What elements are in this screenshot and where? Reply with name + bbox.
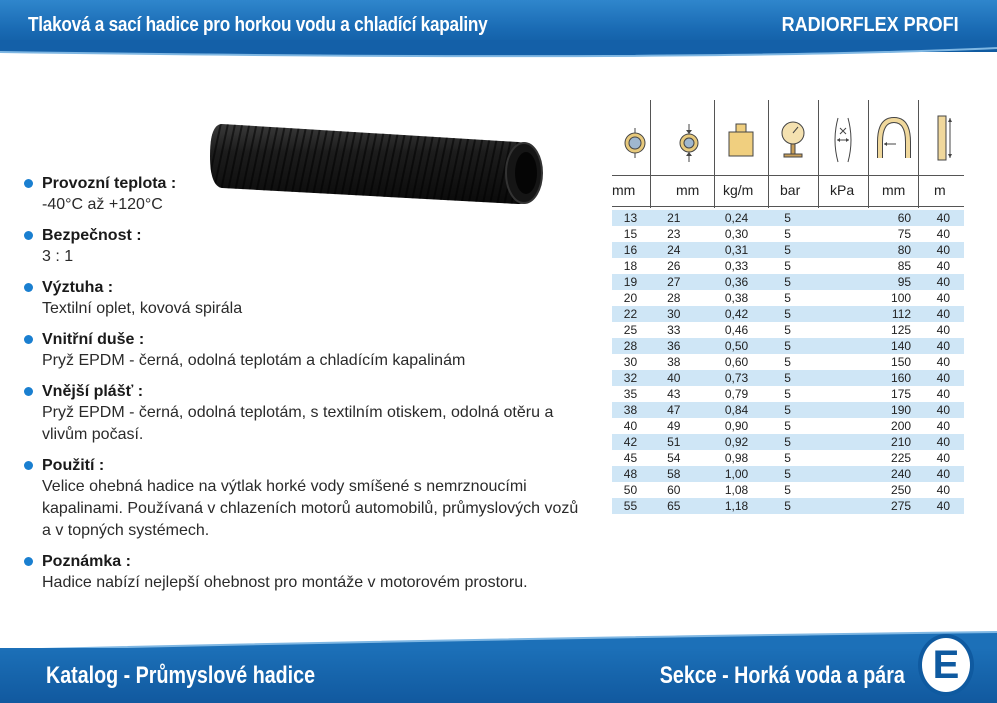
table-cell: 40 xyxy=(913,466,964,482)
table-cell: 0,42 xyxy=(692,306,776,322)
table-row xyxy=(612,210,964,226)
table-row xyxy=(612,338,964,354)
table-cell: 75 xyxy=(897,227,912,241)
table-cell: 190 xyxy=(863,402,913,418)
table-cell: 0,73 xyxy=(692,370,776,386)
table-cell: 40 xyxy=(913,210,964,226)
table-cell: 16 xyxy=(612,242,649,258)
table-row xyxy=(612,450,964,466)
spec-item-safety xyxy=(24,225,584,268)
spec-item-usage xyxy=(24,455,584,542)
section-badge: E xyxy=(918,634,974,696)
table-cell: 30 xyxy=(649,306,693,322)
table-cell: 0,84 xyxy=(692,402,776,418)
bullet-icon xyxy=(24,557,33,566)
table-row xyxy=(612,322,964,338)
spec-value: 3 : 1 xyxy=(42,248,74,265)
table-cell: 40 xyxy=(913,434,964,450)
spec-label: Provozní teplota : xyxy=(42,175,177,192)
table-cell: 40 xyxy=(936,355,950,369)
table-cell: 5 xyxy=(784,291,791,305)
table-cell xyxy=(820,242,862,258)
table-cell: 0,31 xyxy=(692,242,776,258)
spec-item-temperature xyxy=(24,173,584,216)
table-cell: 0,46 xyxy=(724,323,749,337)
table-cell: 5 xyxy=(784,419,791,433)
table-cell: 250 xyxy=(891,483,912,497)
spec-value: -40°C až +120°C xyxy=(42,196,163,213)
table-cell: 240 xyxy=(863,466,913,482)
table-cell: 5 xyxy=(784,323,791,337)
table-cell: 40 xyxy=(936,451,950,465)
table-cell xyxy=(820,322,862,338)
table-cell: 27 xyxy=(649,274,693,290)
table-cell: 200 xyxy=(891,419,912,433)
table-cell: 5 xyxy=(776,274,820,290)
table-row xyxy=(612,434,964,450)
table-cell: 50 xyxy=(623,483,638,497)
table-row xyxy=(612,482,964,498)
table-cell: 45 xyxy=(623,451,638,465)
table-cell xyxy=(820,482,862,498)
table-cell: 5 xyxy=(776,434,820,450)
unit-label: mm xyxy=(676,182,700,198)
table-cell: 51 xyxy=(649,434,693,450)
table-cell: 40 xyxy=(913,338,964,354)
table-cell: 40 xyxy=(936,259,950,273)
table-cell: 40 xyxy=(936,291,950,305)
table-cell xyxy=(820,354,862,370)
table-cell: 225 xyxy=(891,451,912,465)
table-cell: 175 xyxy=(891,387,912,401)
table-row xyxy=(612,258,964,274)
table-cell: 25 xyxy=(623,323,638,337)
table-cell: 40 xyxy=(936,227,950,241)
table-cell: 65 xyxy=(649,498,693,514)
table-cell xyxy=(820,290,862,306)
table-cell: 30 xyxy=(623,355,638,369)
spec-list xyxy=(24,173,584,603)
table-cell: 0,33 xyxy=(724,259,749,273)
table-cell: 5 xyxy=(776,210,820,226)
table-cell: 0,90 xyxy=(724,419,749,433)
table-row xyxy=(612,386,964,402)
table-cell: 0,24 xyxy=(692,210,776,226)
weight-icon xyxy=(724,100,758,175)
brand-name: RADIORFLEX PROFI xyxy=(781,14,959,36)
section-label: Sekce - Horká voda a pára xyxy=(659,662,905,689)
table-cell: 40 xyxy=(913,498,964,514)
table-cell: 22 xyxy=(612,306,649,322)
header-swoosh xyxy=(0,40,997,80)
table-cell: 60 xyxy=(667,483,681,497)
table-cell: 28 xyxy=(667,291,681,305)
table-cell: 0,38 xyxy=(724,291,749,305)
table-cell: 13 xyxy=(612,210,649,226)
table-cell: 5 xyxy=(784,483,791,497)
table-cell xyxy=(820,338,862,354)
unit-label: mm xyxy=(882,182,906,198)
table-cell: 43 xyxy=(667,387,681,401)
length-icon xyxy=(928,100,958,175)
table-cell: 80 xyxy=(863,242,913,258)
table-cell: 125 xyxy=(891,323,912,337)
table-row xyxy=(612,402,964,418)
bullet-icon xyxy=(24,461,33,470)
table-row xyxy=(612,226,964,242)
table-cell: 48 xyxy=(612,466,649,482)
spec-value: Hadice nabízí nejlepší ohebnost pro montáže v motorovém prostoru. xyxy=(42,574,528,591)
table-cell: 5 xyxy=(776,466,820,482)
header-rule xyxy=(612,206,964,207)
table-cell: 1,18 xyxy=(692,498,776,514)
unit-label: kPa xyxy=(830,182,855,198)
table-cell xyxy=(820,402,862,418)
bullet-icon xyxy=(24,179,33,188)
table-cell: 55 xyxy=(612,498,649,514)
header-rule xyxy=(612,175,964,176)
table-cell: 47 xyxy=(649,402,693,418)
table-cell xyxy=(820,306,862,322)
spec-item-reinforcement xyxy=(24,277,584,320)
table-cell: 36 xyxy=(649,338,693,354)
table-cell: 32 xyxy=(612,370,649,386)
bullet-icon xyxy=(24,231,33,240)
table-cell: 1,08 xyxy=(724,483,749,497)
table-cell: 0,60 xyxy=(724,355,749,369)
spec-label: Použití : xyxy=(42,457,105,474)
table-cell: 0,50 xyxy=(692,338,776,354)
table-row xyxy=(612,306,964,322)
table-cell: 40 xyxy=(936,419,950,433)
table-cell: 24 xyxy=(649,242,693,258)
table-cell: 40 xyxy=(913,242,964,258)
table-cell: 5 xyxy=(784,451,791,465)
table-cell: 1,00 xyxy=(692,466,776,482)
spec-item-note xyxy=(24,551,584,594)
inner-diameter-icon xyxy=(620,100,650,175)
spec-label: Bezpečnost : xyxy=(42,227,142,244)
bend-radius-icon xyxy=(874,100,914,175)
table-row xyxy=(612,498,964,514)
table-row xyxy=(612,242,964,258)
table-cell: 5 xyxy=(784,259,791,273)
table-cell: 5 xyxy=(776,370,820,386)
table-cell: 0,79 xyxy=(724,387,749,401)
table-cell: 60 xyxy=(863,210,913,226)
spec-label: Vnější plášť : xyxy=(42,383,144,400)
table-cell: 19 xyxy=(612,274,649,290)
table-cell: 33 xyxy=(667,323,681,337)
spec-value: Textilní oplet, kovová spirála xyxy=(42,300,243,317)
catalog-label: Katalog - Průmyslové hadice xyxy=(46,662,316,689)
table-cell: 160 xyxy=(863,370,913,386)
table-cell: 5 xyxy=(784,355,791,369)
spec-item-outer-cover xyxy=(24,381,584,446)
table-cell: 40 xyxy=(936,323,950,337)
table-cell: 40 xyxy=(913,274,964,290)
table-cell: 21 xyxy=(649,210,693,226)
table-cell xyxy=(820,274,862,290)
unit-label: mm xyxy=(612,182,636,198)
unit-label: m xyxy=(934,182,946,198)
spec-table xyxy=(612,210,964,514)
table-cell xyxy=(820,258,862,274)
table-cell: 28 xyxy=(612,338,649,354)
table-cell: 100 xyxy=(891,291,912,305)
table-cell: 42 xyxy=(612,434,649,450)
page-title: Tlaková a sací hadice pro horkou vodu a chladící kapaliny xyxy=(28,14,488,36)
spec-label: Výztuha : xyxy=(42,279,114,296)
table-cell: 40 xyxy=(649,370,693,386)
table-cell xyxy=(820,370,862,386)
table-cell: 5 xyxy=(776,242,820,258)
spec-item-inner-tube xyxy=(24,329,584,372)
table-cell: 40 xyxy=(913,306,964,322)
table-cell: 0,30 xyxy=(724,227,749,241)
outer-diameter-icon xyxy=(674,100,704,175)
table-cell xyxy=(820,498,862,514)
spec-label: Poznámka : xyxy=(42,553,131,570)
table-cell xyxy=(820,210,862,226)
table-row xyxy=(612,290,964,306)
table-cell xyxy=(820,226,862,242)
table-row xyxy=(612,274,964,290)
table-row xyxy=(612,370,964,386)
table-cell: 18 xyxy=(623,259,638,273)
table-cell: 15 xyxy=(623,227,638,241)
unit-label: bar xyxy=(780,182,801,198)
table-cell: 58 xyxy=(649,466,693,482)
table-cell: 5 xyxy=(776,306,820,322)
spec-value: Pryž EPDM - černá, odolná teplotám, s textilním otiskem, odolná otěru a vlivům počasí. xyxy=(42,404,554,443)
table-cell xyxy=(820,450,862,466)
vacuum-icon xyxy=(826,100,860,175)
table-cell: 150 xyxy=(891,355,912,369)
table-cell: 38 xyxy=(612,402,649,418)
table-cell: 275 xyxy=(863,498,913,514)
table-cell xyxy=(820,418,862,434)
table-row xyxy=(612,418,964,434)
unit-label: kg/m xyxy=(723,182,754,198)
table-cell: 112 xyxy=(863,306,913,322)
table-cell: 0,98 xyxy=(724,451,749,465)
table-cell: 23 xyxy=(667,227,681,241)
bullet-icon xyxy=(24,335,33,344)
table-cell: 0,36 xyxy=(692,274,776,290)
spec-value: Velice ohebná hadice na výtlak horké vody smíšené s nemrznoucími kapalinami. Používaná v chlazeních motorů automobilů, průmyslových vozů a v topných systémech. xyxy=(42,478,579,539)
table-row xyxy=(612,466,964,482)
table-cell: 26 xyxy=(667,259,681,273)
table-cell: 210 xyxy=(863,434,913,450)
table-cell: 38 xyxy=(667,355,681,369)
table-cell: 20 xyxy=(623,291,638,305)
table-cell: 5 xyxy=(776,338,820,354)
table-cell: 49 xyxy=(667,419,681,433)
table-cell: 85 xyxy=(897,259,912,273)
table-cell: 54 xyxy=(667,451,681,465)
table-row xyxy=(612,354,964,370)
table-cell: 40 xyxy=(936,483,950,497)
bullet-icon xyxy=(24,283,33,292)
table-cell: 35 xyxy=(623,387,638,401)
table-cell: 5 xyxy=(776,402,820,418)
table-cell: 40 xyxy=(623,419,638,433)
spec-value: Pryž EPDM - černá, odolná teplotám a chladícím kapalinám xyxy=(42,352,466,369)
table-cell xyxy=(820,466,862,482)
table-cell: 5 xyxy=(776,498,820,514)
spec-label: Vnitřní duše : xyxy=(42,331,145,348)
unit-row xyxy=(612,178,964,204)
bullet-icon xyxy=(24,387,33,396)
table-cell: 0,92 xyxy=(692,434,776,450)
table-cell: 40 xyxy=(913,370,964,386)
pressure-gauge-icon xyxy=(776,100,810,175)
table-cell xyxy=(820,386,862,402)
table-cell: 5 xyxy=(784,227,791,241)
table-cell: 40 xyxy=(936,387,950,401)
table-cell: 5 xyxy=(784,387,791,401)
table-cell: 40 xyxy=(913,402,964,418)
table-cell: 140 xyxy=(863,338,913,354)
table-cell xyxy=(820,434,862,450)
table-cell: 95 xyxy=(863,274,913,290)
